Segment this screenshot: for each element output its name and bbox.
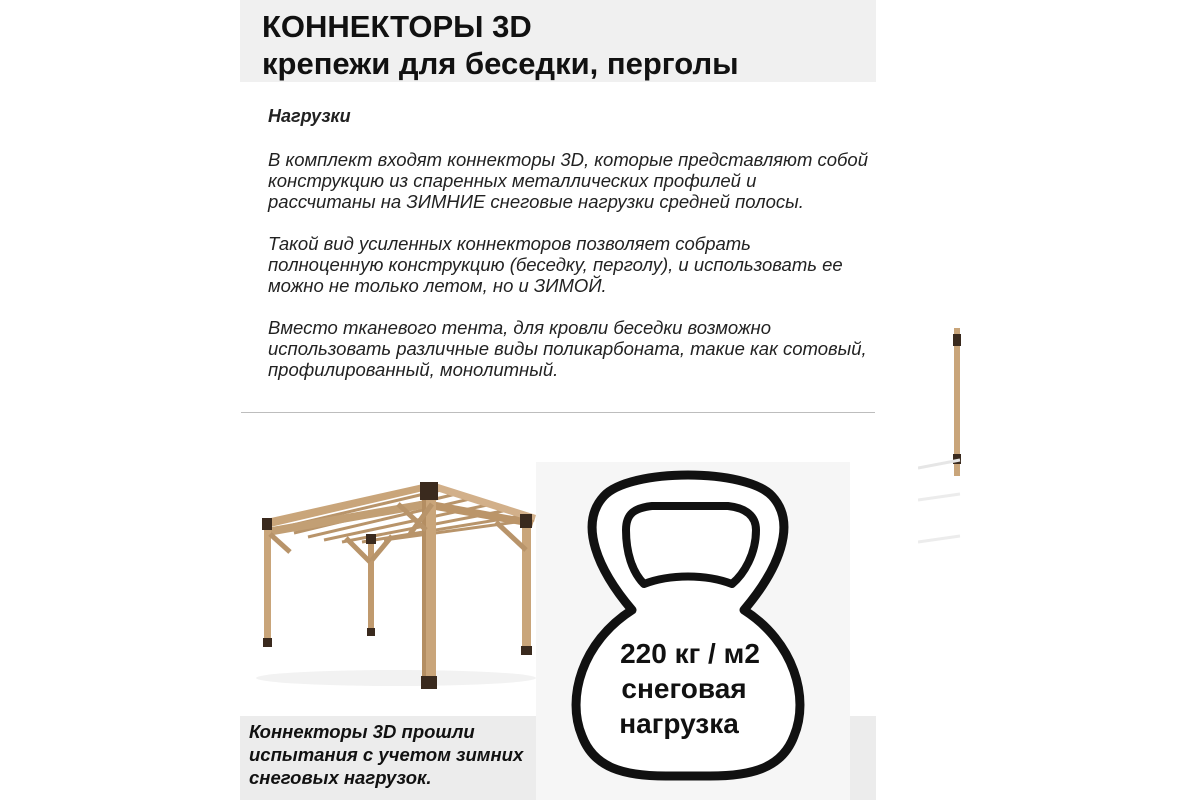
section-divider: [241, 412, 875, 413]
loads-section: [268, 104, 868, 401]
paragraph-1: В комплект входят коннекторы 3D, которые представляют собой конструкцию из спаренных металлических профилей и рассчитаны на ЗИМНИЕ снеговые нагрузки средней полосы.: [268, 149, 869, 212]
kettlebell-icon: [560, 462, 816, 784]
caption-line-3: снеговых нагрузок.: [249, 767, 432, 788]
partial-pergola-image: [918, 310, 962, 560]
pergola-image: [246, 470, 542, 702]
title-line-1: КОННЕКТОРЫ 3D: [262, 9, 532, 44]
caption-line-2: испытания с учетом зимних: [249, 744, 524, 765]
test-caption: [249, 720, 523, 789]
paragraph-3: Вместо тканевого тента, для кровли беседки возможно использовать различные виды поликарбоната, такие как сотовый, профилированный, монолитный.: [268, 317, 867, 380]
page-title: [262, 8, 739, 82]
weight-load-label-1: снеговая: [621, 673, 747, 704]
caption-line-1: Коннекторы 3D прошли: [249, 721, 475, 742]
paragraph-2: Такой вид усиленных коннекторов позволяет собрать полноценную конструкцию (беседку, перголу), и использовать ее можно не только летом, но и ЗИМОЙ.: [268, 233, 843, 296]
weight-load-label-2: нагрузка: [619, 708, 739, 739]
weight-load-value: 220 кг / м2: [620, 638, 760, 669]
title-line-2: крепежи для беседки, перголы: [262, 46, 739, 81]
section-heading: Нагрузки: [268, 106, 351, 126]
